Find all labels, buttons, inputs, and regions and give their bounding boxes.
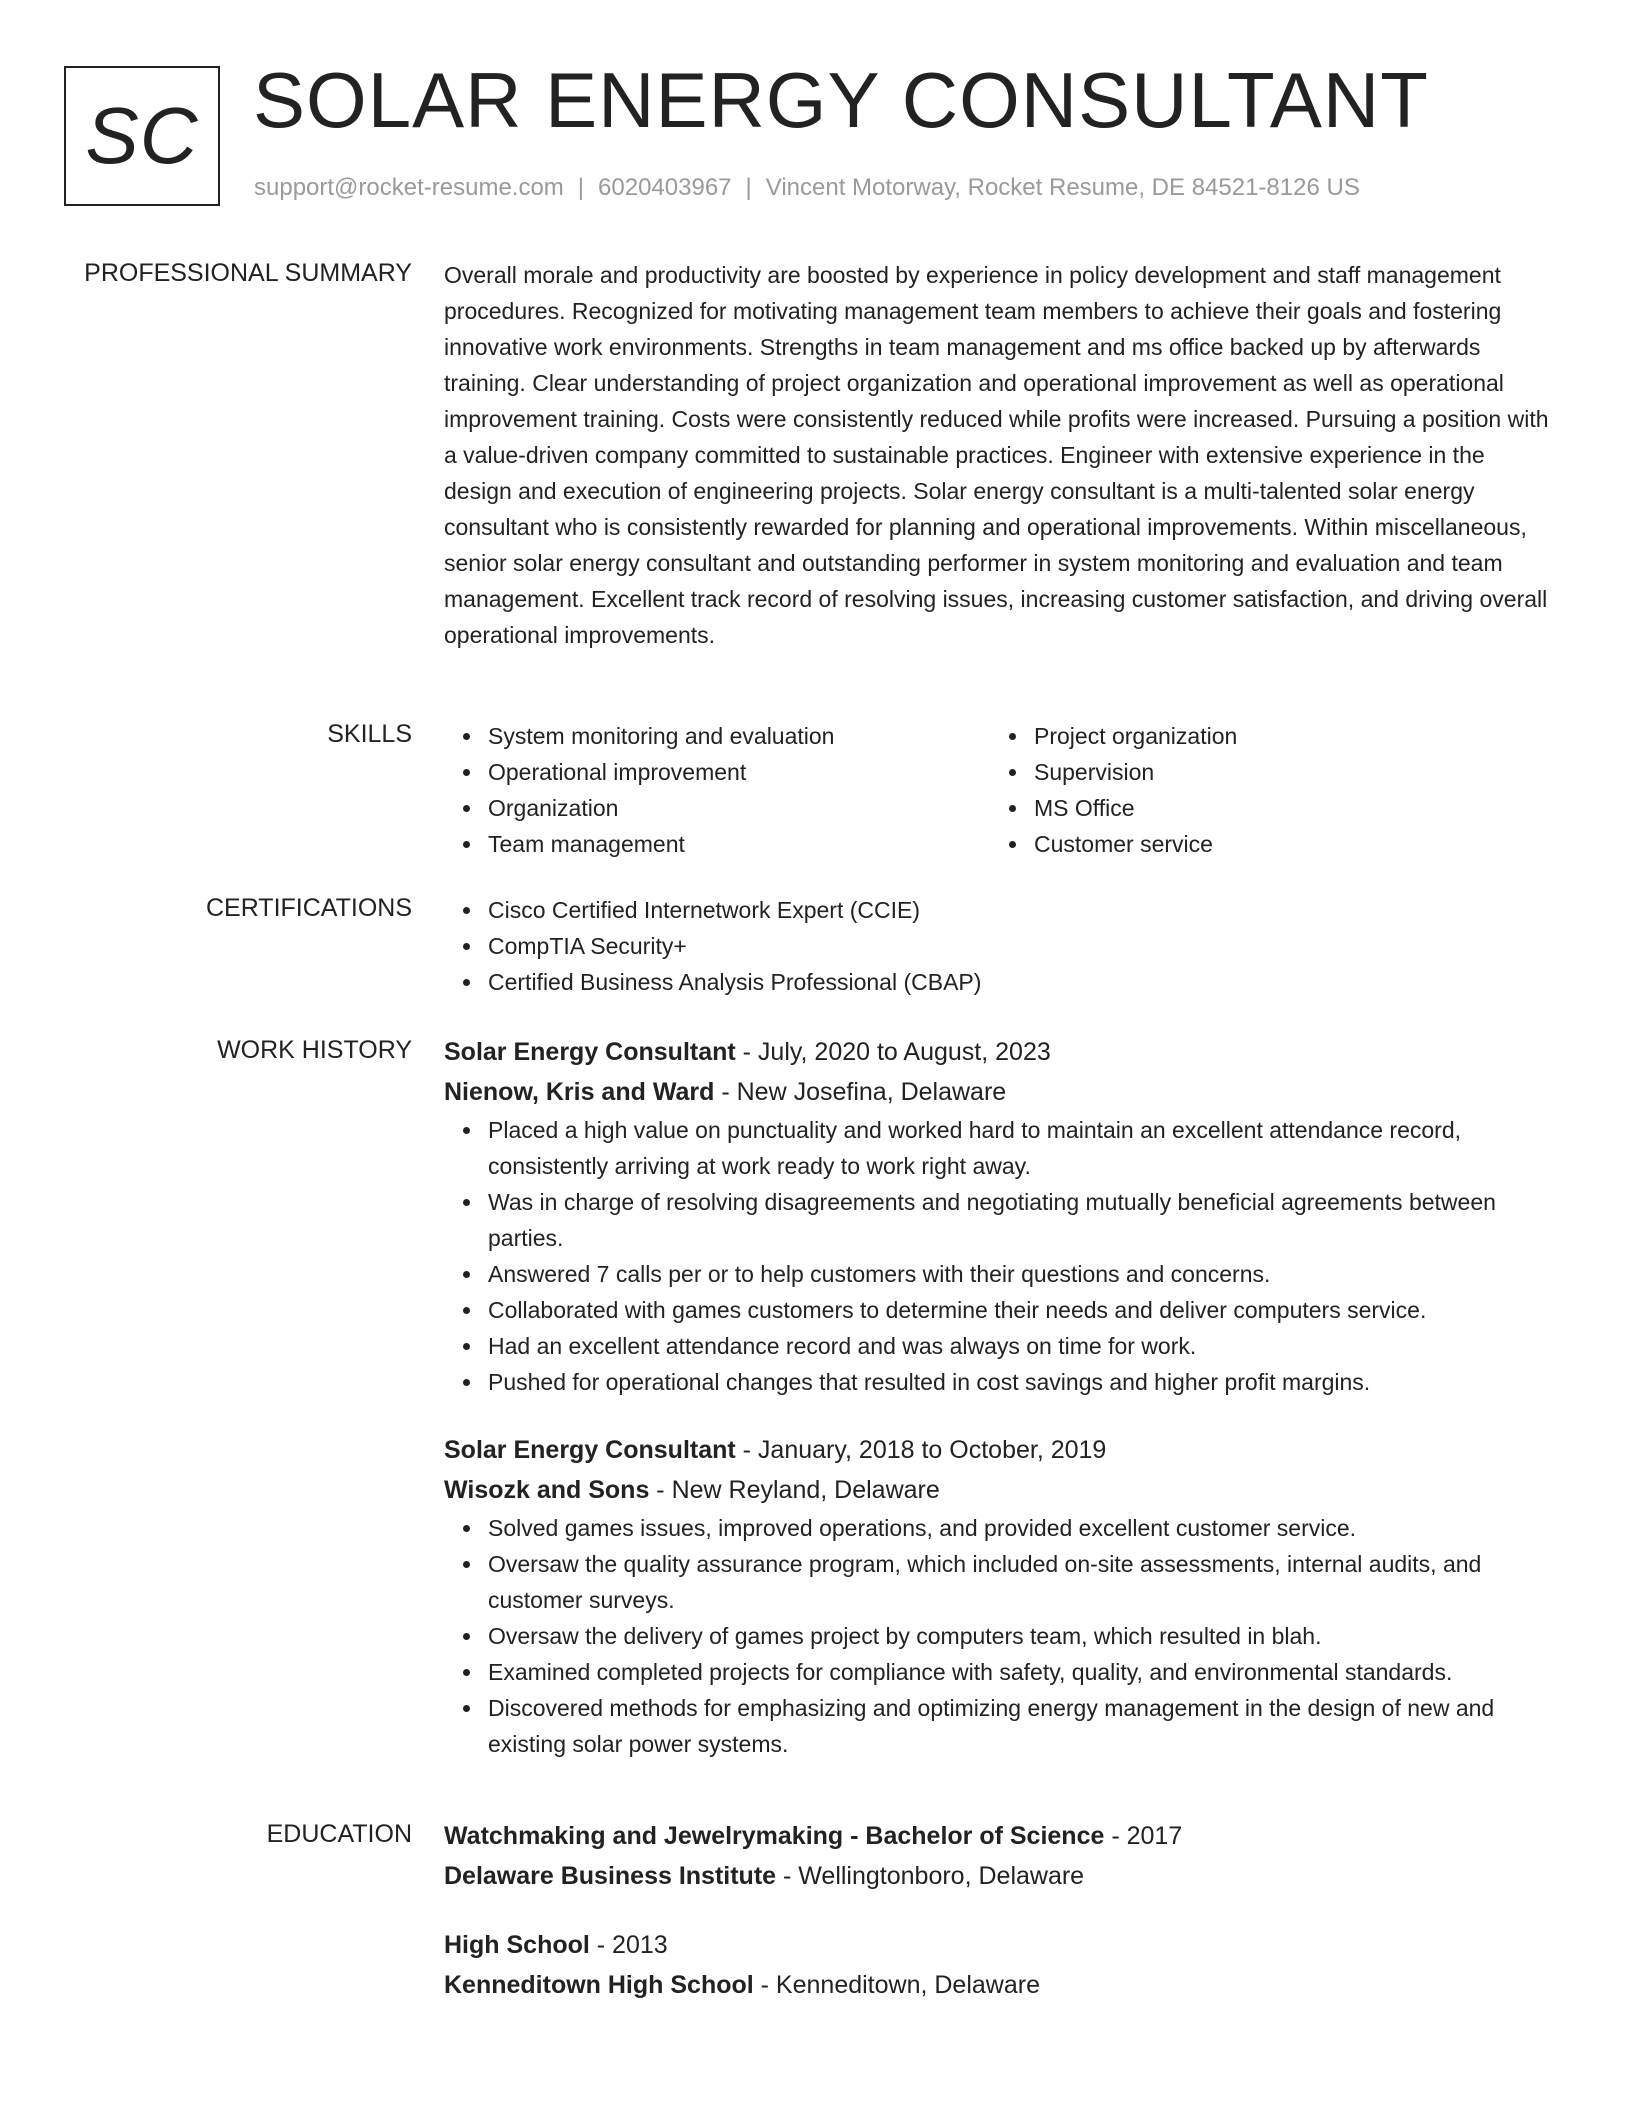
work-history-body [444,1032,1554,1762]
job-title-line [444,1430,1554,1470]
job-duty-item: Had an excellent attendance record and was always on time for work. [444,1328,1554,1364]
education-year: - 2013 [589,1931,668,1959]
education-entry [444,1816,1554,1896]
education-degree-line [444,1816,1554,1856]
education-year: - 2017 [1104,1822,1183,1850]
job-duties-list [444,1112,1554,1400]
job-company: Wisozk and Sons [444,1476,650,1504]
education-heading: EDUCATION [266,1820,412,1848]
education-body [444,1816,1554,2005]
education-entry [444,1925,1554,2005]
skills-list-right [990,718,1536,862]
education-school: Kenneditown High School [444,1971,754,1999]
monogram-initials: SC [85,91,199,180]
certification-item: Cisco Certified Internetwork Expert (CCIE) [444,892,1554,928]
education-degree: Watchmaking and Jewelrymaking - Bachelor of Science [444,1822,1105,1850]
job-role: Solar Energy Consultant [444,1436,736,1464]
job-dates: - January, 2018 to October, 2019 [735,1436,1107,1464]
skill-item: System monitoring and evaluation [444,718,990,754]
job-title-line [444,1032,1554,1072]
contact-separator: | [577,174,585,201]
monogram-box [64,66,220,206]
job-company-line [444,1470,1554,1510]
summary-body [444,257,1554,653]
contact-phone: 6020403967 [598,174,732,201]
job-duty-item: Answered 7 calls per or to help customers with their questions and concerns. [444,1256,1554,1292]
education-school-line [444,1856,1554,1896]
contact-line [254,174,1360,202]
education-location: - Wellingtonboro, Delaware [776,1862,1085,1890]
skill-item: Project organization [990,718,1536,754]
skills-body [444,718,1554,862]
certifications-list [444,892,1554,1000]
job-location: - New Josefina, Delaware [714,1078,1007,1106]
education-location: - Kenneditown, Delaware [753,1971,1040,1999]
summary-heading: PROFESSIONAL SUMMARY [84,259,412,287]
job-duty-item: Collaborated with games customers to determine their needs and deliver computers service. [444,1292,1554,1328]
skill-item: Team management [444,826,990,862]
certifications-body [444,892,1554,1000]
job-duty-item: Oversaw the quality assurance program, which included on-site assessments, internal audits, and customer surveys. [444,1546,1554,1618]
work-history-heading: WORK HISTORY [217,1036,412,1064]
contact-address: Vincent Motorway, Rocket Resume, DE 84521-8126 US [765,174,1360,201]
skills-list-left [444,718,990,862]
job-duty-item: Oversaw the delivery of games project by computers team, which resulted in blah. [444,1618,1554,1654]
job-company-line [444,1072,1554,1112]
skill-item: MS Office [990,790,1536,826]
education-degree: High School [444,1931,590,1959]
skill-item: Organization [444,790,990,826]
contact-separator: | [745,174,752,201]
resume-title: SOLAR ENERGY CONSULTANT [253,56,1429,144]
skills-heading: SKILLS [327,720,412,748]
education-school: Delaware Business Institute [444,1862,777,1890]
job-entry [444,1032,1554,1400]
skills-grid [444,718,1554,862]
job-duty-item: Solved games issues, improved operations, and provided excellent customer service. [444,1510,1554,1546]
job-role: Solar Energy Consultant [444,1038,736,1066]
job-dates: - July, 2020 to August, 2023 [735,1038,1051,1066]
job-duty-item: Was in charge of resolving disagreements and negotiating mutually beneficial agreements between parties. [444,1184,1554,1256]
certification-item: CompTIA Security+ [444,928,1554,964]
job-duty-item: Discovered methods for emphasizing and optimizing energy management in the design of new and existing solar power systems. [444,1690,1554,1762]
job-location: - New Reyland, Delaware [649,1476,940,1504]
skill-item: Operational improvement [444,754,990,790]
education-school-line [444,1965,1554,2005]
skill-item: Supervision [990,754,1536,790]
job-duty-item: Pushed for operational changes that resulted in cost savings and higher profit margins. [444,1364,1554,1400]
certification-item: Certified Business Analysis Professional (CBAP) [444,964,1554,1000]
job-duty-item: Placed a high value on punctuality and worked hard to maintain an excellent attendance record, consistently arriving at work ready to work right away. [444,1112,1554,1184]
job-company: Nienow, Kris and Ward [444,1078,715,1106]
job-duties-list [444,1510,1554,1762]
summary-text: Overall morale and productivity are boosted by experience in policy development and staff management procedures. Recognized for motivating management team members to achieve their goals and fostering innovative work environments. Strengths in team management and ms office backed up by afterwards training. Clear understanding of project organization and operational improvement as well as operational improvement training. Costs were consistently reduced while profits were increased. Pursuing a position with a value-driven company committed to sustainable practices. Engineer with extensive experience in the design and execution of engineering projects. Solar energy consultant is a multi-talented solar energy consultant who is consistently rewarded for planning and operational improvements. Within miscellaneous, senior solar energy consultant and outstanding performer in system monitoring and evaluation and team management. Excellent track record of resolving issues, increasing customer satisfaction, and driving overall operational improvements. [444,262,1549,648]
certifications-heading: CERTIFICATIONS [205,894,412,922]
job-entry [444,1430,1554,1762]
job-duty-item: Examined completed projects for compliance with safety, quality, and environmental standards. [444,1654,1554,1690]
skill-item: Customer service [990,826,1536,862]
education-degree-line [444,1925,1554,1965]
contact-email: support@rocket-resume.com [254,174,564,201]
